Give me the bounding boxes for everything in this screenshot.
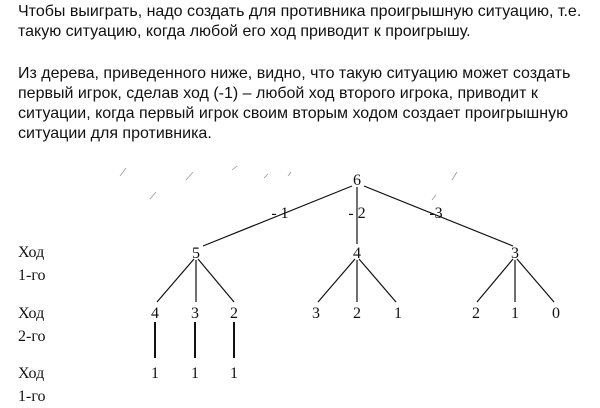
scan-artifacts (120, 166, 457, 200)
tree-node-level2: 3 (312, 305, 320, 322)
row-label-player: 1-го (18, 388, 46, 405)
tree-node-level1: 3 (511, 245, 519, 262)
paragraph-line: первый игрок, сделав ход (-1) – любой ход второго игрока, приводит к (18, 85, 538, 102)
tree-node-level2: 2 (472, 305, 480, 322)
row-label-player: 1-го (18, 267, 46, 284)
tree-node-level2: 3 (191, 305, 199, 322)
paragraph-line: ситуации для противника. (18, 125, 212, 142)
scan-scratch (150, 192, 156, 199)
tree-edge (198, 259, 234, 302)
tree-node-level1: 5 (192, 245, 200, 262)
tree-edge (517, 259, 554, 302)
tree-node-level3: 1 (191, 365, 199, 382)
tree-node-level3: 1 (230, 365, 238, 382)
tree-node-level3: 1 (151, 365, 159, 382)
tree-move-label: - 2 (348, 205, 366, 222)
scan-scratch (264, 174, 268, 178)
row-label-player: 2-го (18, 328, 46, 345)
tree-edge (318, 259, 355, 302)
tree-node-level2: 1 (394, 305, 402, 322)
tree-node-level2: 1 (511, 305, 519, 322)
tree-move-label: - 1 (271, 205, 289, 222)
tree-node-level2: 4 (151, 305, 159, 322)
paragraph-line: ситуации, когда первый игрок своим вторым ходом создает проигрышную (18, 105, 569, 122)
row-label-word: Ход (18, 365, 45, 382)
tree-node-level2: 0 (552, 305, 560, 322)
paragraph-line: Чтобы выиграть, надо создать для противника проигрышную ситуацию, т.е. (18, 3, 582, 20)
scan-scratch (186, 172, 193, 180)
tree-edge (157, 259, 194, 302)
tree-node-level2: 2 (353, 305, 361, 322)
paragraph-line: Из дерева, приведенного ниже, видно, что такую ситуацию может создать (18, 65, 571, 82)
scan-scratch (232, 166, 237, 170)
scan-scratch (120, 168, 126, 176)
tree-node-level1: 4 (353, 245, 361, 262)
paragraph-line: такую ситуацию, когда любой его ход приводит к проигрышу. (18, 23, 471, 40)
row-label-word: Ход (18, 305, 45, 322)
tree-move-label: -3 (429, 205, 443, 222)
tree-node-level2: 2 (230, 305, 238, 322)
scan-scratch (452, 172, 457, 180)
tree-edge (359, 259, 396, 302)
scan-scratch (432, 195, 436, 200)
scan-scratch (288, 172, 291, 176)
row-label-word: Ход (18, 244, 45, 261)
tree-edge (477, 259, 513, 302)
tree-node-root: 6 (353, 172, 361, 189)
